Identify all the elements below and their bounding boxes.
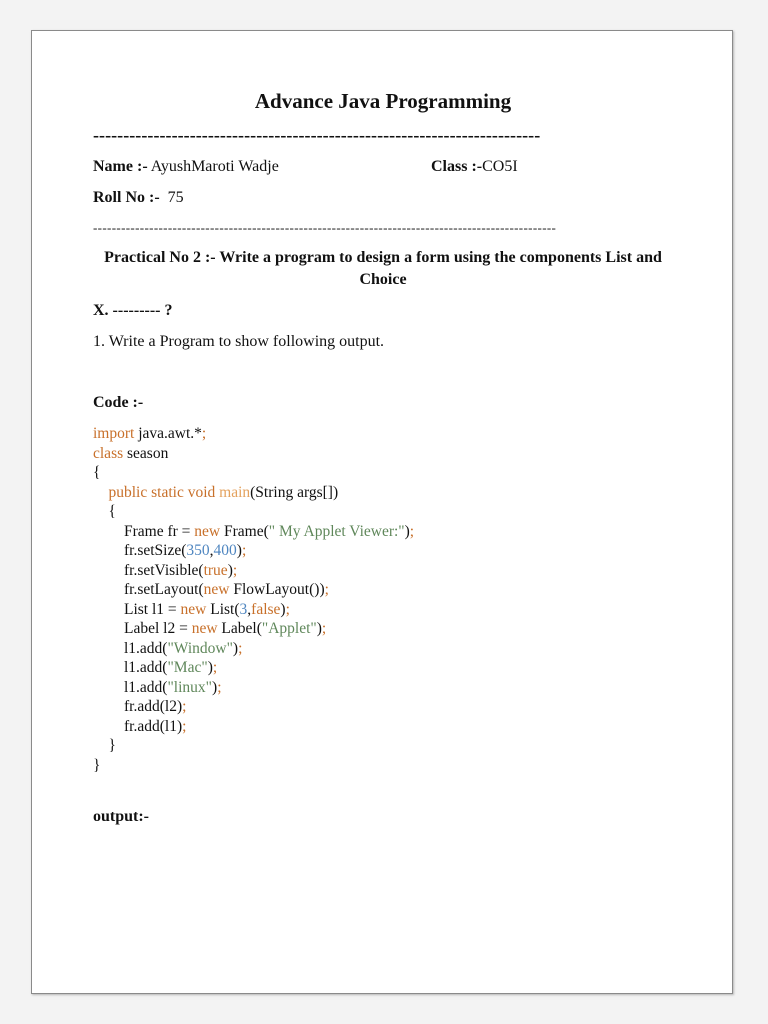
roll-value: 75 bbox=[159, 189, 184, 206]
roll-row bbox=[93, 189, 184, 207]
class-row bbox=[431, 158, 518, 176]
code-line bbox=[93, 756, 414, 776]
code-token: 350 bbox=[186, 542, 210, 559]
code-line bbox=[93, 541, 414, 561]
name-label: Name :- bbox=[93, 158, 148, 175]
code-token: main bbox=[219, 483, 251, 501]
code-token: l1.add( bbox=[93, 659, 168, 676]
code-line bbox=[93, 463, 414, 483]
code-token: new bbox=[180, 600, 207, 618]
document-page bbox=[31, 30, 733, 994]
code-token: FlowLayout()) bbox=[229, 581, 325, 598]
bold-divider: -------------------------------------------------------------------------- bbox=[93, 125, 541, 145]
code-token: false bbox=[251, 600, 281, 618]
code-token: , bbox=[247, 600, 252, 618]
code-token: List( bbox=[206, 600, 240, 618]
code-token: fr.add(l1) bbox=[93, 717, 183, 735]
code-token: List l1 = bbox=[93, 600, 181, 618]
code-token: ) bbox=[280, 600, 286, 618]
code-token: ; bbox=[201, 425, 207, 442]
class-value: CO5I bbox=[482, 158, 518, 175]
code-token: ) bbox=[232, 639, 239, 657]
code-token: Frame fr = bbox=[93, 522, 195, 540]
code-block bbox=[93, 424, 414, 775]
code-token: ; bbox=[285, 600, 290, 618]
code-line bbox=[93, 619, 414, 639]
code-token: 400 bbox=[213, 542, 237, 559]
name-value: AyushMaroti Wadje bbox=[147, 158, 279, 175]
code-line bbox=[93, 424, 414, 444]
practical-heading bbox=[32, 247, 734, 291]
code-token: ; bbox=[232, 561, 238, 579]
code-token: ; bbox=[238, 639, 243, 657]
code-token: fr.setLayout( bbox=[93, 581, 204, 598]
code-token: ) bbox=[212, 678, 218, 696]
code-token: ; bbox=[409, 522, 415, 540]
code-token: new bbox=[194, 522, 221, 540]
code-token: 3 bbox=[239, 600, 248, 618]
code-token: true bbox=[203, 561, 228, 579]
code-token: ; bbox=[321, 620, 327, 637]
code-token: ; bbox=[212, 659, 218, 676]
code-token: "Mac" bbox=[167, 659, 208, 676]
output-label: output:- bbox=[93, 808, 150, 825]
code-token: ) bbox=[207, 659, 213, 676]
code-token: "Applet" bbox=[261, 620, 317, 637]
code-line bbox=[93, 736, 414, 756]
code-token: (String args[]) bbox=[250, 483, 339, 501]
code-token: public static void bbox=[108, 483, 220, 501]
class-label: Class :- bbox=[431, 158, 483, 175]
code-line bbox=[93, 678, 414, 698]
thin-divider: --------------------------------------------------------------------------------------------------- bbox=[93, 220, 557, 235]
code-token: ; bbox=[182, 717, 187, 735]
code-token: " My Applet Viewer:" bbox=[268, 522, 405, 540]
code-token: new bbox=[203, 581, 230, 598]
code-token: Label( bbox=[217, 620, 262, 637]
code-line bbox=[93, 502, 414, 522]
code-token: } bbox=[93, 737, 116, 754]
code-token: fr.setVisible( bbox=[93, 561, 204, 579]
code-token bbox=[93, 484, 109, 501]
task-line: 1. Write a Program to show following output. bbox=[93, 333, 385, 350]
code-line bbox=[93, 444, 414, 464]
code-token: "linux" bbox=[167, 678, 213, 696]
code-token: ; bbox=[182, 698, 187, 715]
code-token: fr.add(l2) bbox=[93, 698, 183, 715]
code-token: , bbox=[209, 542, 214, 559]
code-token: java.awt.* bbox=[134, 425, 202, 442]
code-line bbox=[93, 561, 414, 581]
code-token: ; bbox=[241, 542, 247, 559]
code-token: "Window" bbox=[167, 639, 233, 657]
code-line bbox=[93, 639, 414, 659]
code-token: fr.setSize( bbox=[93, 542, 187, 559]
code-line bbox=[93, 580, 414, 600]
code-label: Code :- bbox=[93, 394, 144, 411]
code-token: season bbox=[123, 444, 169, 462]
code-token: ) bbox=[227, 561, 233, 579]
code-token: l1.add( bbox=[93, 639, 168, 657]
code-token: ) bbox=[316, 620, 322, 637]
code-line bbox=[93, 717, 414, 737]
code-token: Label l2 = bbox=[93, 620, 192, 637]
name-row bbox=[93, 158, 279, 176]
code-token: { bbox=[93, 503, 116, 520]
roll-label: Roll No :- bbox=[93, 189, 160, 206]
code-token: class bbox=[93, 444, 124, 462]
code-token: Frame( bbox=[220, 522, 269, 540]
code-token: ) bbox=[404, 522, 410, 540]
code-token: import bbox=[93, 425, 135, 442]
code-token: ; bbox=[217, 678, 222, 696]
code-token: { bbox=[93, 464, 101, 481]
document-title: Advance Java Programming bbox=[254, 89, 512, 113]
code-line bbox=[93, 483, 414, 503]
code-line bbox=[93, 658, 414, 678]
code-token: ; bbox=[324, 581, 329, 598]
code-token: ) bbox=[236, 542, 242, 559]
code-token: } bbox=[93, 756, 101, 774]
practical-heading-text: Practical No 2 :- Write a program to design a form using the components List and Choice bbox=[104, 249, 662, 288]
code-token: l1.add( bbox=[93, 678, 168, 696]
code-line bbox=[93, 600, 414, 620]
code-line bbox=[93, 522, 414, 542]
code-token: new bbox=[191, 620, 218, 637]
question-line: X. --------- ? bbox=[93, 302, 173, 319]
code-line bbox=[93, 697, 414, 717]
